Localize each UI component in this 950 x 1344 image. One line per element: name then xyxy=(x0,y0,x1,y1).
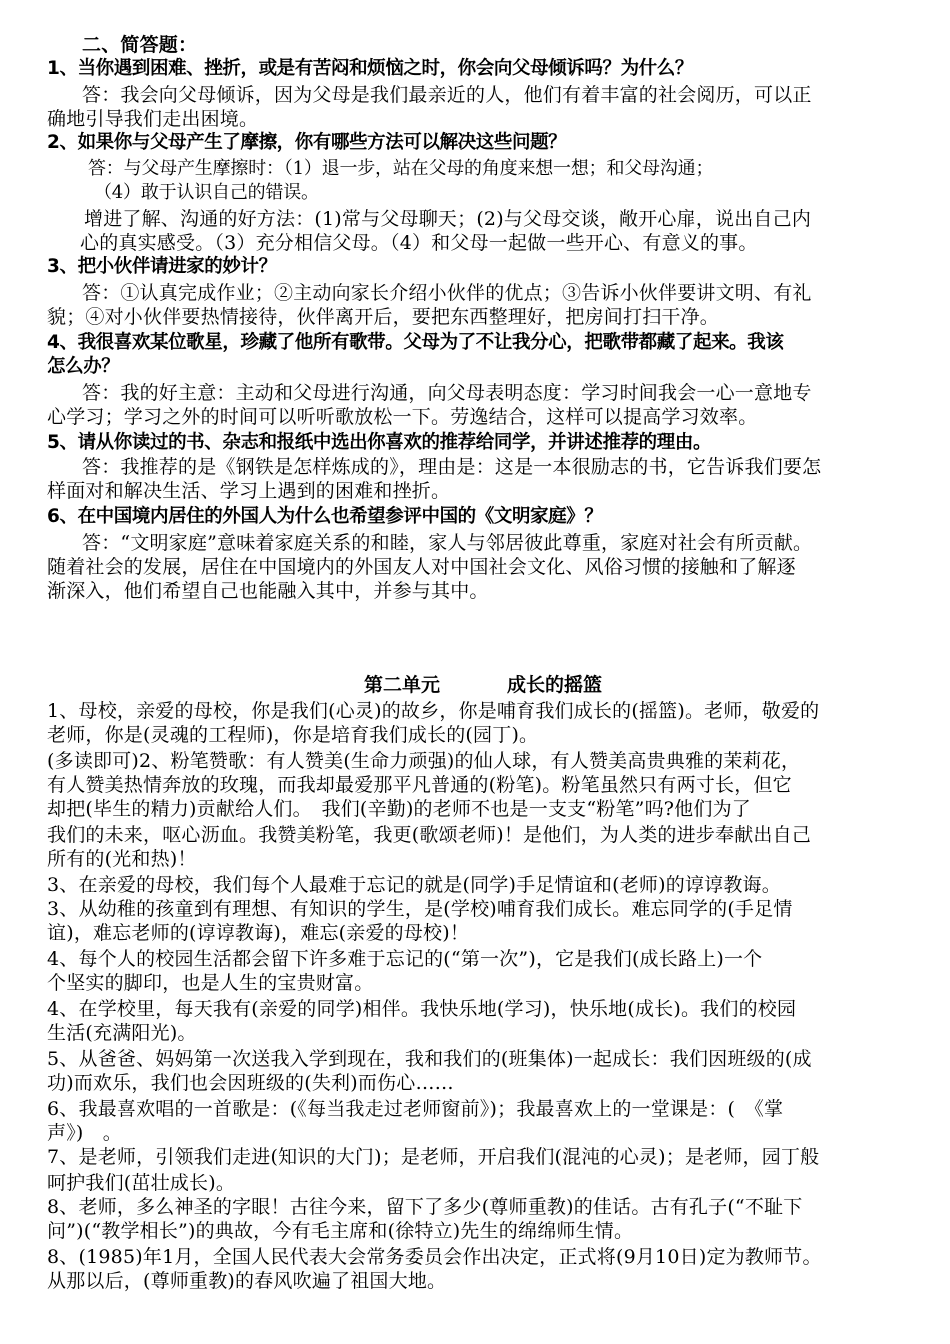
question-5: 5、请从你读过的书、杂志和报纸中选出你喜欢的推荐给同学，并讲述推荐的理由。 xyxy=(47,432,712,453)
section-heading: 二、简答题： xyxy=(82,34,198,56)
list-item: 8、老师，多么神圣的字眼！古往今来，留下了多少(尊师重教)的佳话。古有孔子(“不耻下 xyxy=(47,1196,803,1218)
answer-6-line-1: 答：“文明家庭”意味着家庭关系的和睦，家人与邻居彼此尊重，家庭对社会有所贡献。 xyxy=(82,532,813,554)
list-item: 生活(充满阳光)。 xyxy=(47,1022,197,1044)
list-item: 4、在学校里，每天我有(亲爱的同学)相伴。我快乐地(学习)，快乐地(成长)。我们的校园 xyxy=(47,998,797,1020)
answer-2-line-2: （4）敢于认识自己的错误。 xyxy=(94,182,319,203)
list-item: 5、从爸爸、妈妈第一次送我入学到现在，我和我们的(班集体)一起成长：我们因班级的(成 xyxy=(47,1048,812,1070)
list-item: 8、(1985)年1月，全国人民代表大会常务委员会作出决定，正式将(9月10日)定为教师节。 xyxy=(47,1246,822,1268)
answer-3-line-2: 貌；④对小伙伴要热情接待，伙伴离开后，要把东西整理好，把房间打扫干净。 xyxy=(47,306,720,328)
question-2: 2、如果你与父母产生了摩擦，你有哪些方法可以解决这些问题？ xyxy=(47,132,567,153)
question-6: 6、在中国境内居住的外国人为什么也希望参评中国的《文明家庭》？ xyxy=(47,506,603,527)
list-item: 3、从幼稚的孩童到有理想、有知识的学生，是(学校)哺育我们成长。难忘同学的(手足情 xyxy=(47,898,793,920)
list-item: 声》) 。 xyxy=(47,1122,122,1144)
answer-5-line-1: 答：我推荐的是《钢铁是怎样炼成的》，理由是：这是一本很励志的书，它告诉我们要怎 xyxy=(82,456,822,478)
answer-4-line-2: 心学习；学习之外的时间可以听听歌放松一下。劳逸结合，这样可以提高学习效率。 xyxy=(47,406,758,428)
list-item: 4、每个人的校园生活都会留下许多难于忘记的(“第一次”)，它是我们(成长路上)一个 xyxy=(47,948,763,970)
list-item: 从那以后，(尊师重教)的春风吹遍了祖国大地。 xyxy=(47,1270,447,1292)
answer-2-line-3: 增进了解、沟通的好方法：(1)常与父母聊天；(2)与父母交谈，敞开心扉，说出自己内 xyxy=(84,208,812,230)
question-4-line-1: 4、我很喜欢某位歌星，珍藏了他所有歌带。父母为了不让我分心，把歌带都藏了起来。我该 xyxy=(47,332,784,353)
answer-4-line-1: 答：我的好主意：主动和父母进行沟通，向父母表明态度：学习时间我会一心一意地专 xyxy=(82,382,812,404)
list-item: 问”)(“教学相长”)的典故，今有毛主席和(徐特立)先生的绵绵师生情。 xyxy=(47,1220,634,1242)
answer-6-line-3: 渐深入，他们希望自己也能融入其中，并参与其中。 xyxy=(47,580,489,602)
list-item: 1、母校，亲爱的母校，你是我们(心灵)的故乡，你是哺育我们成长的(摇篮)。老师，敬爱的 xyxy=(47,700,820,722)
answer-1-line-2: 确地引导我们走出困境。 xyxy=(47,108,259,130)
question-3: 3、把小伙伴请进家的妙计？ xyxy=(47,256,277,277)
unit-name: 成长的摇篮 xyxy=(507,674,603,696)
answer-2-line-4: 心的真实感受。（3）充分相信父母。（4）和父母一起做一些开心、有意义的事。 xyxy=(80,232,758,254)
list-item: 有人赞美热情奔放的玫瑰，而我却最爱那平凡普通的(粉笔)。粉笔虽然只有两寸长，但它 xyxy=(47,774,792,796)
list-item: (多读即可)2、粉笔赞歌：有人赞美(生命力顽强)的仙人球，有人赞美高贵典雅的茉莉花， xyxy=(47,750,801,772)
list-item: 7、是老师，引领我们走进(知识的大门)；是老师，开启我们(混沌的心灵)；是老师，园丁般 xyxy=(47,1146,820,1168)
list-item: 3、在亲爱的母校，我们每个人最难于忘记的就是(同学)手足情谊和(老师)的谆谆教诲。 xyxy=(47,874,781,896)
question-4-line-2: 怎么办？ xyxy=(47,356,120,377)
list-item: 功)而欢乐，我们也会因班级的(失利)而伤心…… xyxy=(47,1072,454,1094)
unit-number: 第二单元 xyxy=(364,674,441,696)
list-item: 个坚实的脚印，也是人生的宝贵财富。 xyxy=(47,972,374,994)
list-item: 6、我最喜欢唱的一首歌是：(《每当我走过老师窗前》)；我最喜欢上的一堂课是：( 《掌 xyxy=(47,1098,784,1120)
list-item: 我们的未来，呕心沥血。我赞美粉笔，我更(歌颂老师)！是他们，为人类的进步奉献出自己 xyxy=(47,824,812,846)
answer-2-line-1: 答：与父母产生摩擦时：（1）退一步，站在父母的角度来想一想；和父母沟通； xyxy=(88,158,714,179)
list-item: 所有的(光和热)！ xyxy=(47,848,197,870)
answer-5-line-2: 样面对和解决生活、学习上遇到的困难和挫折。 xyxy=(47,480,451,502)
answer-6-line-2: 随着社会的发展，居住在中国境内的外国友人对中国社会文化、风俗习惯的接触和了解逐 xyxy=(47,556,796,578)
list-item: 却把(毕生的精力)贡献给人们。 我们(辛勤)的老师不也是一支支“粉笔”吗?他们为了 xyxy=(47,798,751,820)
list-item: 老师，你是(灵魂的工程师)，你是培育我们成长的(园丁)。 xyxy=(47,724,539,746)
question-1: 1、当你遇到困难、挫折，或是有苦闷和烦恼之时，你会向父母倾诉吗？为什么？ xyxy=(47,58,693,79)
answer-1-line-1: 答：我会向父母倾诉，因为父母是我们最亲近的人，他们有着丰富的社会阅历，可以正 xyxy=(82,84,812,106)
list-item: 呵护我们(茁壮成长)。 xyxy=(47,1172,236,1194)
answer-3-line-1: 答：①认真完成作业；②主动向家长介绍小伙伴的优点；③告诉小伙伴要讲文明、有礼 xyxy=(82,282,812,304)
list-item: 谊)，难忘老师的(谆谆教诲)，难忘(亲爱的母校)！ xyxy=(47,922,470,944)
